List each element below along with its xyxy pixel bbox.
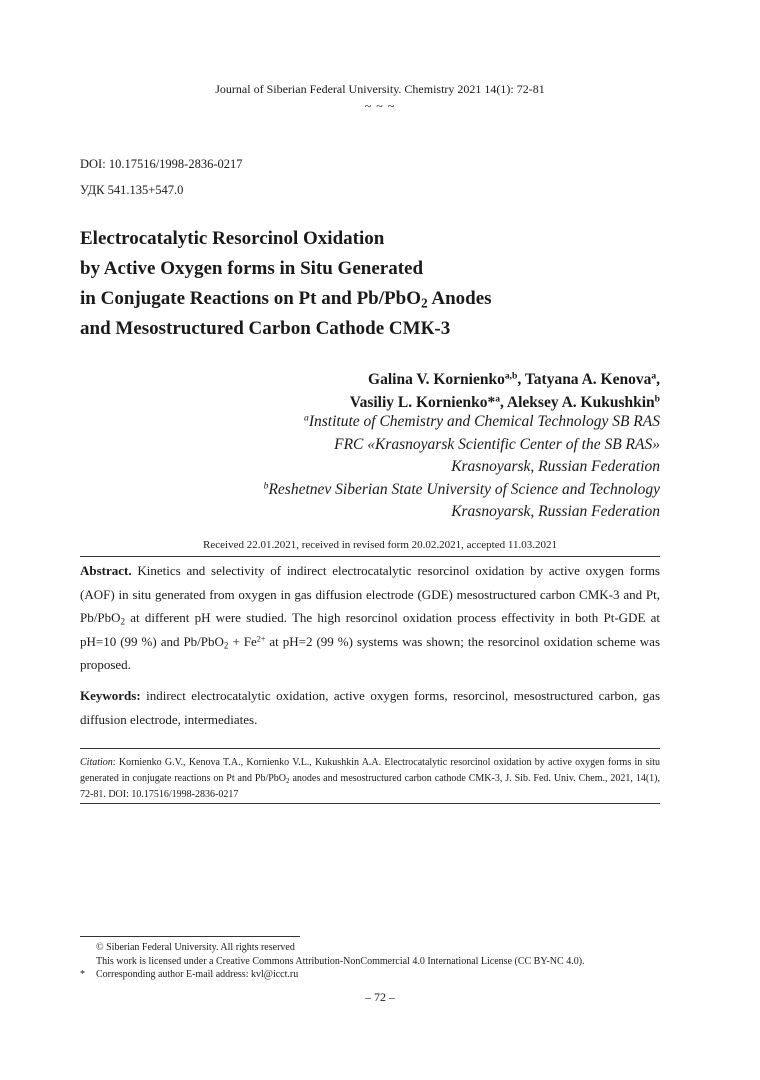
page-number: – 72 – xyxy=(365,990,395,1004)
affiliation-a-line-1 xyxy=(100,411,660,434)
abstract-text: Kinetics and selectivity of indirect electrocatalytic resorcinol oxidation by active oxygen forms (AOF) in situ generated from oxygen in gas diffusion electrode (GDE) mesostructured carbon CMK-3 and Pt, Pb/PbO xyxy=(80,563,660,626)
title-line-3-tail: Anodes xyxy=(427,288,492,309)
affil-text: Reshetnev Siberian State University of Science and Technology xyxy=(268,480,660,498)
author-affil-mark: a xyxy=(651,370,657,382)
journal-header: Journal of Siberian Federal University. Chemistry 2021 14(1): 72-81 xyxy=(215,82,545,96)
title-line-1: Electrocatalytic Resorcinol Oxidation xyxy=(80,228,385,249)
title-subscript: 2 xyxy=(420,295,428,311)
footnote-corresponding xyxy=(80,968,680,981)
title-line-3 xyxy=(80,284,680,314)
abstract-text: + Fe xyxy=(228,633,257,649)
affil-text: Institute of Chemistry and Chemical Technology SB RAS xyxy=(308,413,660,430)
footnote-copyright: © Siberian Federal University. All rights reserved xyxy=(96,942,295,953)
author-affil-mark: a xyxy=(495,393,501,405)
udk-code: УДК 541.135+547.0 xyxy=(80,183,184,197)
affiliation-a-line-3: Krasnoyarsk, Russian Federation xyxy=(451,458,660,475)
abstract xyxy=(80,559,660,677)
author-name: Galina V. Kornienko xyxy=(368,371,505,388)
footnote-rule xyxy=(80,936,300,937)
corresponding-text: Corresponding author E-mail address: kvl@icct.ru xyxy=(96,969,299,980)
affiliation-b-line-2: Krasnoyarsk, Russian Federation xyxy=(451,503,660,520)
affil-mark: a xyxy=(304,412,309,424)
keywords xyxy=(80,684,660,731)
authors-line-1 xyxy=(100,368,660,391)
author-name: , Tatyana A. Kenova xyxy=(517,371,652,388)
subscript: 2 xyxy=(120,616,126,627)
affil-mark: b xyxy=(263,480,269,492)
superscript: 2+ xyxy=(256,634,266,644)
received-dates: Received 22.01.2021, received in revised form 20.02.2021, accepted 11.03.2021 xyxy=(203,539,557,551)
affiliations xyxy=(100,411,660,524)
header-separator: ~ ~ ~ xyxy=(364,99,396,113)
abstract-text: at different pH were studied. The high resorcinol oxidation process effectivity in both Pt-GDE at pH=10 (99 %) and Pb/PbO xyxy=(80,610,660,649)
authors xyxy=(100,368,660,414)
citation xyxy=(80,755,660,803)
doi: DOI: 10.17516/1998-2836-0217 xyxy=(80,157,243,171)
citation-text: anodes and mesostructured carbon cathode CMK-3, J. Sib. Fed. Univ. Chem., 2021, 14(1), 72-81. DOI: 10.17516/1998-2836-0217 xyxy=(80,773,661,800)
title-line-4: and Mesostructured Carbon Cathode СМК-3 xyxy=(80,318,451,339)
affiliation-a-line-2: FRC «Krasnoyarsk Scientific Center of the SB RAS» xyxy=(334,435,660,453)
citation-bottom-rule xyxy=(80,803,660,804)
abstract-top-rule xyxy=(80,556,660,557)
footnote-star: * xyxy=(80,969,85,980)
abstract-label: Abstract. xyxy=(80,563,132,578)
footnote-license: This work is licensed under a Creative Commons Attribution-NonCommercial 4.0 International License (CC BY-NC 4.0). xyxy=(96,956,585,967)
abstract-text: at pH=2 (99 %) systems was shown; the resorcinol oxidation scheme was proposed. xyxy=(80,633,660,673)
author-name: Vasiliy L. Kornienko* xyxy=(349,394,496,411)
affiliation-b-line-1 xyxy=(100,479,660,502)
author-affil-mark: a,b xyxy=(504,370,518,382)
title-line-3-text: in Conjugate Reactions on Pt and Pb/PbO xyxy=(80,288,421,309)
author-name: , Aleksey A. Kukushkin xyxy=(500,394,655,411)
citation-text: : Kornienko G.V., Kenova T.A., Kornienko V.L., Kukushkin A.A. Electrocatalytic resorcinol oxidation by active oxygen forms in situ generated in conjugate reactions on Pt and Pb/PbO xyxy=(80,757,660,784)
paper-title xyxy=(80,224,680,344)
title-line-2: by Active Oxygen forms in Situ Generated xyxy=(80,258,424,279)
keywords-text: indirect electrocatalytic oxidation, active oxygen forms, resorcinol, mesostructured carbon, gas diffusion electrode, intermediates. xyxy=(80,688,660,727)
subscript: 2 xyxy=(286,776,290,785)
author-separator: , xyxy=(656,371,660,388)
subscript: 2 xyxy=(223,640,229,651)
citation-label: Citation xyxy=(80,757,113,768)
citation-top-rule xyxy=(80,748,660,749)
keywords-label: Keywords: xyxy=(80,688,141,703)
author-affil-mark: b xyxy=(654,393,660,405)
